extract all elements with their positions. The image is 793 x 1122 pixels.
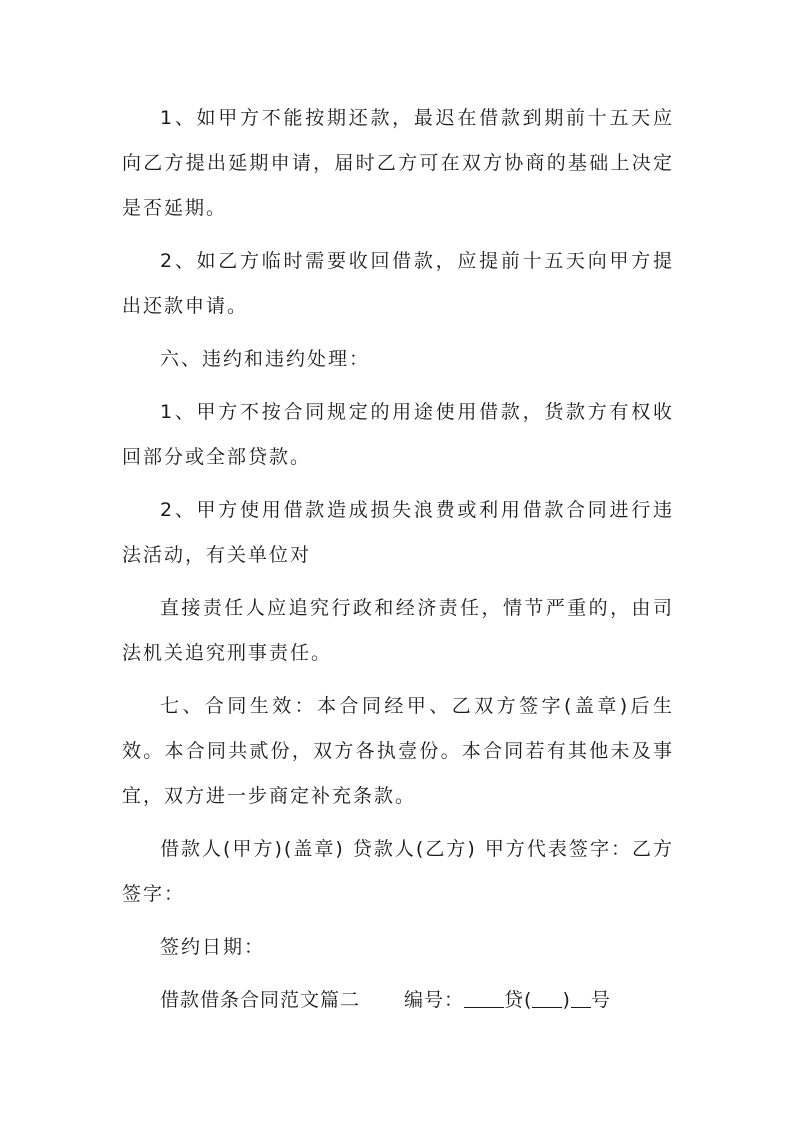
- blank-line: [532, 988, 562, 1008]
- blank-line: [464, 988, 504, 1008]
- paragraph-misuse: 1、甲方不按合同规定的用途使用借款，货款方有权收回部分或全部贷款。: [122, 401, 674, 468]
- paragraph-early-recall: 2、如乙方临时需要收回借款，应提前十五天向甲方提出还款申请。: [122, 250, 674, 317]
- paragraph-signatures: 借款人(甲方)(盖章) 贷款人(乙方) 甲方代表签字：乙方签字：: [122, 838, 674, 905]
- section-heading-breach: 六、违约和违约处理：: [160, 348, 371, 370]
- close-paren: ): [562, 989, 571, 1011]
- paragraph-liability: 直接责任人应追究行政和经济责任，情节严重的，由司法机关追究刑事责任。: [122, 597, 674, 664]
- contract-title: 借款借条合同范文篇二: [160, 989, 361, 1011]
- loan-char: 贷(: [504, 989, 533, 1011]
- blank-line: [571, 988, 591, 1008]
- paragraph-extension-request: 1、如甲方不能按期还款，最迟在借款到期前十五天应向乙方提出延期申请，届时乙方可在双方协商的基础上决定是否延期。: [122, 107, 674, 219]
- paragraph-effectiveness: 七、合同生效：本合同经甲、乙双方签字(盖章)后生效。本合同共贰份，双方各执壹份。本合同若有其他未及事宜，双方进一步商定补充条款。: [122, 695, 674, 807]
- paragraph-illegal-activity: 2、甲方使用借款造成损失浪费或利用借款合同进行违法活动，有关单位对: [122, 499, 674, 566]
- paragraph-signing-date: 签约日期：: [160, 936, 266, 958]
- document-body: [122, 96, 674, 1031]
- contract-number-label: 编号：: [404, 989, 465, 1011]
- number-suffix: 号: [590, 989, 611, 1011]
- contract-title-line: [122, 978, 674, 1023]
